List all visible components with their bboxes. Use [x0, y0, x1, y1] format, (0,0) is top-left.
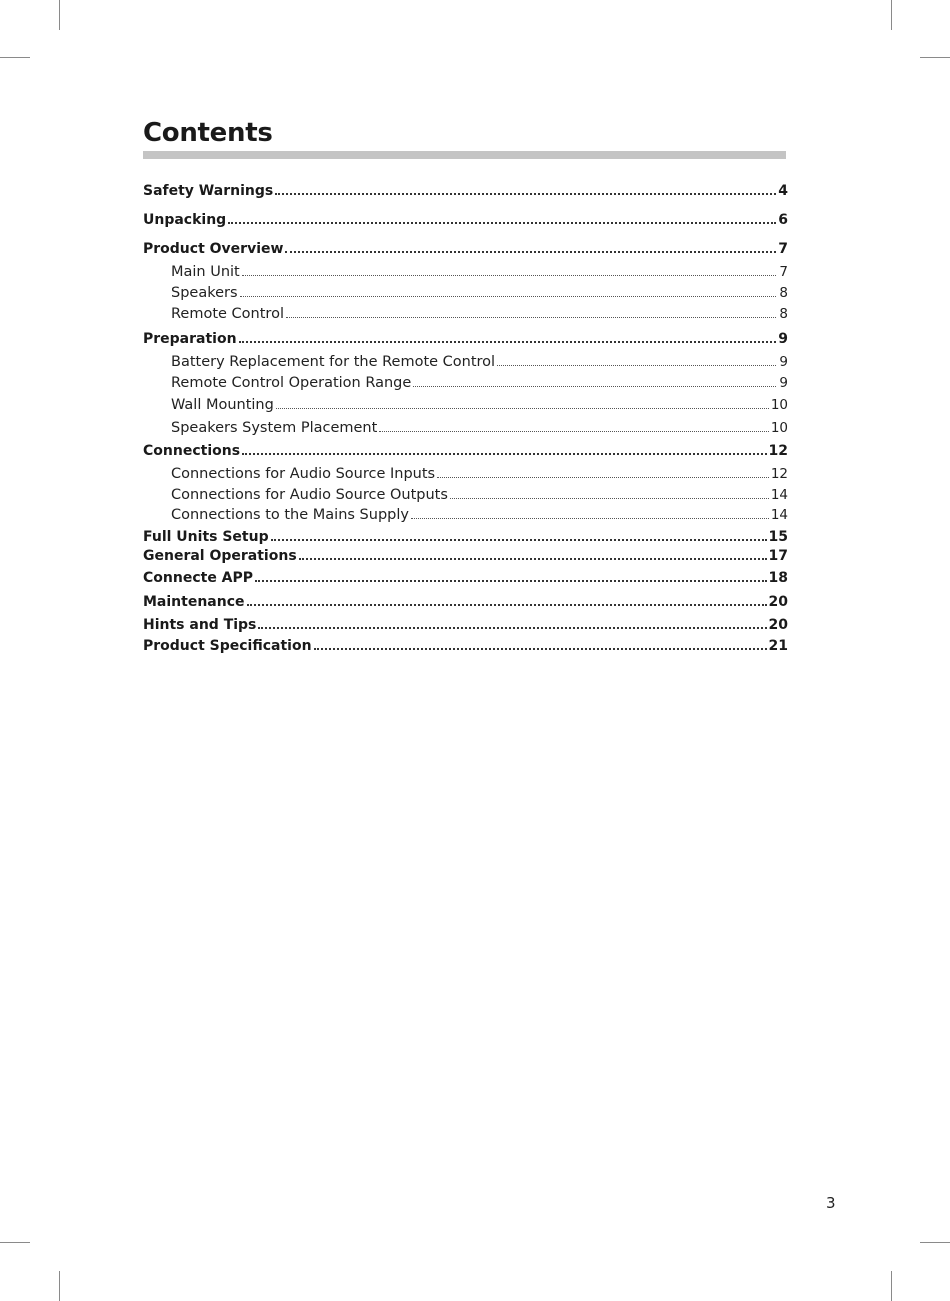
toc-entry	[143, 617, 788, 633]
toc-leader-dots	[275, 193, 776, 195]
toc-leader-dots	[255, 580, 766, 582]
toc-entry-page: 21	[768, 638, 788, 654]
toc-entry	[143, 487, 788, 503]
toc-leader-dots	[242, 275, 776, 276]
crop-mark	[59, 1271, 60, 1301]
toc-entry	[143, 420, 788, 436]
toc-leader-dots	[228, 222, 776, 224]
toc-entry	[143, 570, 788, 586]
toc-entry-label: Wall Mounting	[171, 397, 274, 413]
toc-entry	[143, 466, 788, 482]
toc-entry-page: 9	[779, 354, 788, 370]
page-number: 3	[826, 1194, 836, 1212]
toc-entry-label: Main Unit	[171, 264, 240, 280]
toc-entry-label: Unpacking	[143, 212, 227, 228]
toc-leader-dots	[242, 453, 766, 455]
toc-entry-page: 6	[778, 212, 788, 228]
toc-leader-dots	[271, 539, 767, 541]
toc-entry	[143, 594, 788, 610]
toc-entry-label: Preparation	[143, 331, 237, 347]
crop-mark	[0, 57, 30, 58]
toc-leader-dots	[247, 604, 767, 606]
toc-entry	[143, 212, 788, 228]
toc-leader-dots	[299, 558, 767, 560]
toc-entry-page: 8	[779, 285, 788, 301]
toc-leader-dots	[450, 498, 769, 499]
toc-entry-page: 20	[768, 594, 788, 610]
title-underline	[143, 151, 786, 159]
toc-entry-page: 15	[768, 529, 788, 545]
toc-entry-label: General Operations	[143, 548, 297, 564]
crop-mark	[920, 1242, 950, 1243]
toc-entry-label: Connections to the Mains Supply	[171, 507, 409, 523]
toc-leader-dots	[286, 317, 776, 318]
toc-entry-label: Connections for Audio Source Inputs	[171, 466, 436, 482]
toc-entry-page: 7	[778, 241, 788, 257]
toc-entry-label: Connections	[143, 443, 241, 459]
toc-leader-dots	[497, 365, 776, 366]
toc-leader-dots	[413, 386, 776, 387]
toc-entry	[143, 183, 788, 199]
toc-entry-page: 8	[779, 306, 788, 322]
toc-entry	[143, 331, 788, 347]
toc-leader-dots	[411, 518, 769, 519]
toc-entry-label: Connecte APP	[143, 570, 254, 586]
toc-entry-page: 20	[768, 617, 788, 633]
toc-entry-page: 9	[778, 331, 788, 347]
toc-entry	[143, 443, 788, 459]
toc-leader-dots	[314, 648, 767, 650]
toc-entry-page: 12	[768, 443, 788, 459]
crop-mark	[0, 1242, 30, 1243]
toc-entry	[143, 354, 788, 370]
toc-entry	[143, 638, 788, 654]
toc-entry-label: Speakers System Placement	[171, 420, 378, 436]
toc-entry	[143, 548, 788, 564]
toc-entry	[143, 285, 788, 301]
toc-leader-dots	[285, 251, 776, 253]
toc-entry-page: 10	[770, 397, 788, 413]
page-title: Contents	[143, 118, 273, 148]
toc-entry	[143, 397, 788, 413]
toc-entry-page: 18	[768, 570, 788, 586]
toc-entry-page: 14	[770, 507, 788, 523]
toc-entry	[143, 306, 788, 322]
toc-entry-label: Connections for Audio Source Outputs	[171, 487, 448, 503]
toc-entry-label: Remote Control Operation Range	[171, 375, 412, 391]
toc-entry-page: 12	[770, 466, 788, 482]
toc-entry-label: Maintenance	[143, 594, 245, 610]
toc-entry-label: Hints and Tips	[143, 617, 257, 633]
toc-entry-label: Battery Replacement for the Remote Control	[171, 354, 496, 370]
crop-mark	[891, 1271, 892, 1301]
toc-entry	[143, 507, 788, 523]
toc-entry-label: Product Overview	[143, 241, 284, 257]
toc-entry-page: 4	[778, 183, 788, 199]
toc-entry-label: Remote Control	[171, 306, 284, 322]
toc-entry-page: 17	[768, 548, 788, 564]
toc-entry	[143, 241, 788, 257]
toc-entry	[143, 264, 788, 280]
crop-mark	[920, 57, 950, 58]
toc-entry-page: 9	[779, 375, 788, 391]
toc-entry-label: Product Specification	[143, 638, 312, 654]
toc-leader-dots	[437, 477, 769, 478]
toc-entry-page: 7	[779, 264, 788, 280]
toc-leader-dots	[276, 408, 769, 409]
toc-entry-label: Safety Warnings	[143, 183, 274, 199]
toc-entry	[143, 375, 788, 391]
toc-leader-dots	[239, 341, 776, 343]
crop-mark	[891, 0, 892, 30]
toc-entry-page: 14	[770, 487, 788, 503]
crop-mark	[59, 0, 60, 30]
toc-entry-label: Speakers	[171, 285, 238, 301]
toc-entry-page: 10	[770, 420, 788, 436]
toc-leader-dots	[379, 431, 769, 432]
toc-leader-dots	[258, 627, 766, 629]
toc-entry	[143, 529, 788, 545]
toc-leader-dots	[240, 296, 776, 297]
toc-entry-label: Full Units Setup	[143, 529, 269, 545]
